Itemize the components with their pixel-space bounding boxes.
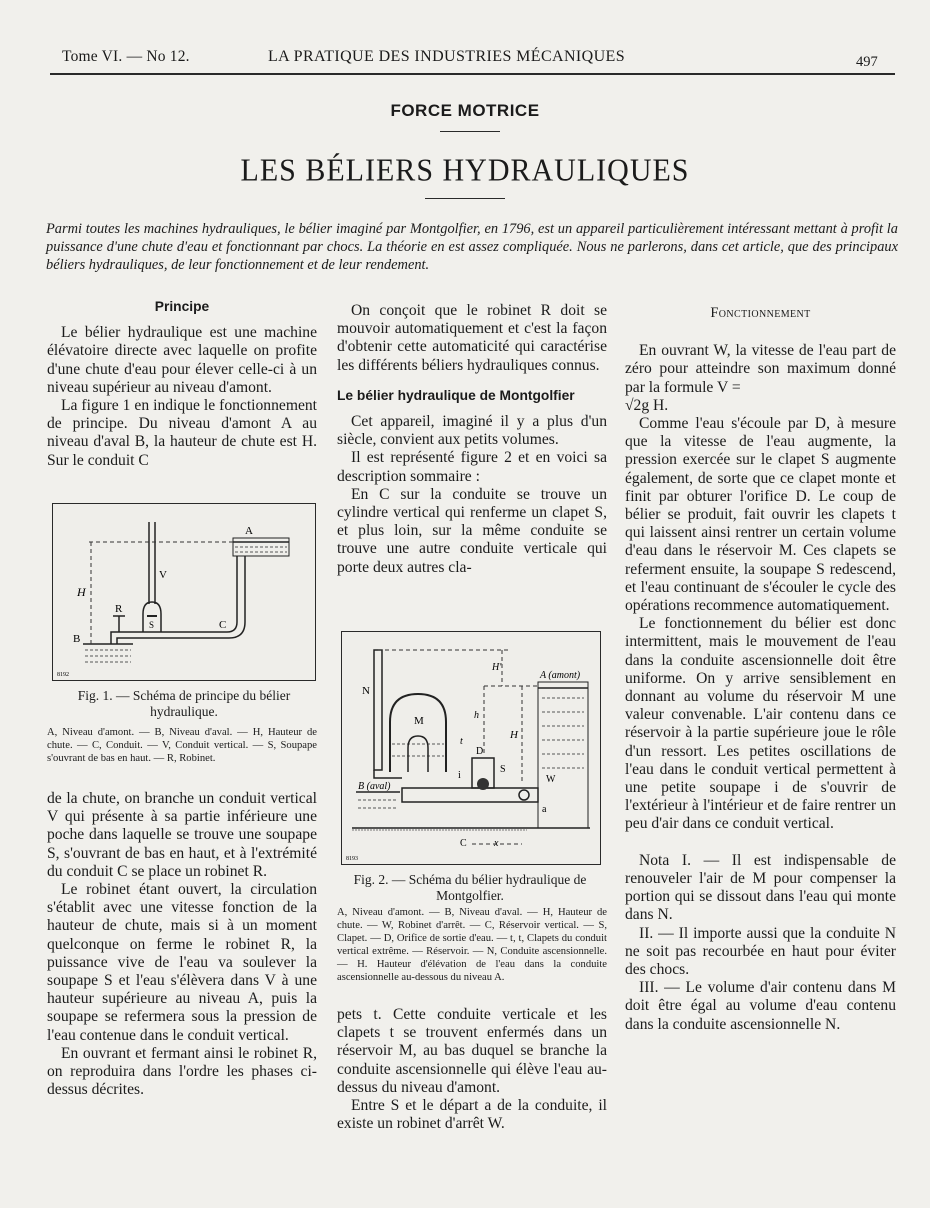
figure-1-legend: A, Niveau d'amont. — B, Niveau d'aval. — H, Hauteur de chute. — C, Conduit. — V, Conduit vertical. — S, Soupape s'ouvrant de bas en haut. — R, Robinet.	[47, 727, 317, 764]
column-1-top	[47, 298, 317, 470]
section-rule	[440, 131, 500, 132]
fig1-label-a: A	[245, 525, 253, 537]
col2-paragraph-3: Il est représenté figure 2 et en voici sa description sommaire :	[337, 449, 607, 485]
fig2-label-s: S	[500, 764, 506, 775]
fig2-label-m: M	[414, 715, 424, 727]
col3-nota-3: III. — Le volume d'air contenu dans M doit être égal au volume d'eau contenu dans la conduite ascensionnelle N.	[625, 979, 896, 1033]
page-number: 497	[856, 54, 878, 70]
intro-paragraph: Parmi toutes les machines hydrauliques, le bélier imaginé par Montgolfier, en 1796, est un appareil particulièrement intéressant mettant à profit la puissance d'une chute d'eau et fonctionnant par chocs. La théorie en est assez compliquée. Nous ne parlerons, dans cet article, que des principaux béliers hydrauliques, de leur fonctionnement et de leur rendement.	[46, 221, 898, 273]
col1-paragraph-1: Le bélier hydraulique est une machine élévatoire directe avec laquelle on profite d'une chute d'eau pour élever celle-ci à un niveau supérieur au niveau d'amont.	[47, 324, 317, 396]
figure-2-legend: A, Niveau d'amont. — B, Niveau d'aval. — H, Hauteur de chute. — W, Robinet d'arrêt. — C, Réservoir vertical. — S, Clapet. — D, Orifice de sortie d'eau. — t, t, Clapets du conduit vertical extrême. — Réservoir. — N, Conduite ascensionnelle. — H. Hauteur d'élévation de l'eau dans la conduite ascensionnelle au-dessous du niveau A.	[337, 907, 607, 983]
fig2-label-small-h: h	[474, 710, 479, 721]
fig2-label-h2: H'	[492, 662, 502, 673]
figure-1-diagram	[53, 504, 315, 680]
fig2-label-x: x	[494, 838, 499, 849]
fig2-label-t: t	[460, 736, 463, 747]
col1-paragraph-5: En ouvrant et fermant ainsi le robinet R, on reproduira dans l'ordre les phases ci-dessus décrites.	[47, 1044, 317, 1099]
title-rule	[425, 198, 505, 199]
figure-1	[52, 503, 316, 681]
heading-principe: Principe	[154, 299, 210, 314]
fig2-label-h: H	[510, 729, 518, 741]
fig1-label-b: B	[73, 633, 81, 645]
column-1-bottom	[47, 790, 317, 1099]
fig1-label-v: V	[159, 569, 167, 581]
figure-2-diagram	[342, 632, 600, 864]
col1-paragraph-4: Le robinet étant ouvert, la circulation s'établit avec une vitesse fonction de la hauteur de chute, mais si à un moment quelconque on ferme le robinet R, la puissance vive de l'eau va soulever la soupape S et l'eau s'élèvera dans V à une hauteur supérieure au niveau A, puis la soupape se refermera sous la pression de l'eau contenue dans le conduit vertical.	[47, 881, 317, 1044]
col3-formula: √2g H.	[625, 396, 669, 414]
column-2-bottom	[337, 1006, 607, 1133]
running-header-volume: Tome VI. — No 12.	[62, 48, 190, 65]
fig1-label-c: C	[219, 619, 227, 631]
col3-paragraph-1: En ouvrant W, la vitesse de l'eau part de zéro pour atteindre son maximum donné par la formule V =	[625, 342, 896, 396]
section-heading: FORCE MOTRICE	[390, 101, 540, 120]
col2-paragraph-6: Entre S et le départ a de la conduite, il existe un robinet d'arrêt W.	[337, 1097, 607, 1133]
fig2-label-c: C	[460, 838, 467, 849]
fig2-label-d: D	[476, 746, 484, 757]
heading-fonctionnement: Fonctionnement	[710, 305, 811, 321]
running-header-journal: LA PRATIQUE DES INDUSTRIES MÉCANIQUES	[268, 48, 626, 65]
col1-paragraph-3: de la chute, on branche un conduit vertical V qui présente à sa partie inférieure une poche dans laquelle se trouve une soupape S, s'ouvrant de bas en haut, et à l'extrémité du conduit C se place un robinet R.	[47, 790, 317, 880]
fig2-label-small-a: a	[542, 804, 547, 815]
column-3	[625, 304, 896, 1034]
figure-2	[341, 631, 601, 865]
heading-montgolfier: Le bélier hydraulique de Montgolfier	[337, 387, 575, 403]
fig2-plate-number: 8193	[346, 856, 358, 862]
fig2-label-a: A (amont)	[540, 670, 581, 681]
col2-paragraph-5: pets t. Cette conduite verticale et les clapets t se trouvent enfermés dans un réservoir M, au bas duquel se branche la conduite ascensionnelle qui élève l'eau au-dessus du niveau d'amont.	[337, 1006, 607, 1096]
header-rule	[50, 73, 895, 75]
fig2-label-w: W	[546, 774, 556, 785]
fig2-label-b: B (aval)	[358, 781, 391, 792]
fig1-label-r: R	[115, 603, 123, 615]
col3-paragraph-3: Le fonctionnement du bélier est donc intermittent, mais le mouvement de l'eau dans la conduite ascensionnelle doit être uniforme. On y arrive sensiblement en donnant au volume du réservoir M une valeur convenable. L'air contenu dans ce réservoir à la partie supérieure joue le rôle d'un ressort. Les petites oscillations de l'eau dans le conduit vertical permettent à une petite soupape i de s'ouvrir de l'extérieur à l'intérieur et de faire rentrer un peu d'air dans ce conduit vertical.	[625, 615, 896, 833]
col3-nota-1: Nota I. — Il est indispensable de renouveler l'air de M pour compenser la portion qui se dissout dans l'eau qui monte dans N.	[625, 851, 896, 924]
col1-paragraph-2: La figure 1 en indique le fonctionnement de principe. Du niveau d'amont A au niveau d'aval B, la hauteur de chute est H. Sur le conduit C	[47, 397, 317, 469]
col2-paragraph-4: En C sur la conduite se trouve un cylindre vertical qui renferme un clapet S, et plus loin, sur la même conduite se trouve une autre conduite verticale qui porte deux autres cla-	[337, 485, 607, 576]
fig2-label-n: N	[362, 685, 370, 697]
figure-1-caption: Fig. 1. — Schéma de principe du bélier hydraulique.	[77, 688, 291, 719]
article-title: LES BÉLIERS HYDRAULIQUES	[240, 153, 690, 188]
fig2-label-i: i	[458, 770, 461, 781]
col3-paragraph-2: Comme l'eau s'écoule par D, à mesure que la vitesse de l'eau augmente, la pression exercée sur le clapet S augmente également, de sorte que ce clapet monte et finit par obturer l'orifice D. Le coup de bélier se produit, fait ouvrir les clapets t qui laissent ainsi rentrer un certain volume d'eau dans le réservoir M. Ces clapets se referment ensuite, la soupape S redescend, et l'eau continuant de s'écouler le cycle des opérations recommence automatiquement.	[625, 415, 896, 615]
col2-paragraph-2: Cet appareil, imaginé il y a plus d'un siècle, convient aux petits volumes.	[337, 413, 607, 449]
fig1-plate-number: 8192	[57, 672, 69, 678]
fig1-label-s: S	[149, 620, 155, 630]
col2-paragraph-1: On conçoit que le robinet R doit se mouvoir automatiquement et c'est la façon d'obtenir cette automaticité qui caractérise les différents béliers hydrauliques connus.	[337, 302, 607, 374]
fig1-label-h: H	[77, 585, 86, 599]
col3-nota-2: II. — Il importe aussi que la conduite N ne soit pas recourbée en haut pour éviter des chocs.	[625, 924, 896, 978]
column-2-top	[337, 302, 607, 577]
figure-2-caption: Fig. 2. — Schéma du bélier hydraulique de Montgolfier.	[353, 872, 587, 903]
